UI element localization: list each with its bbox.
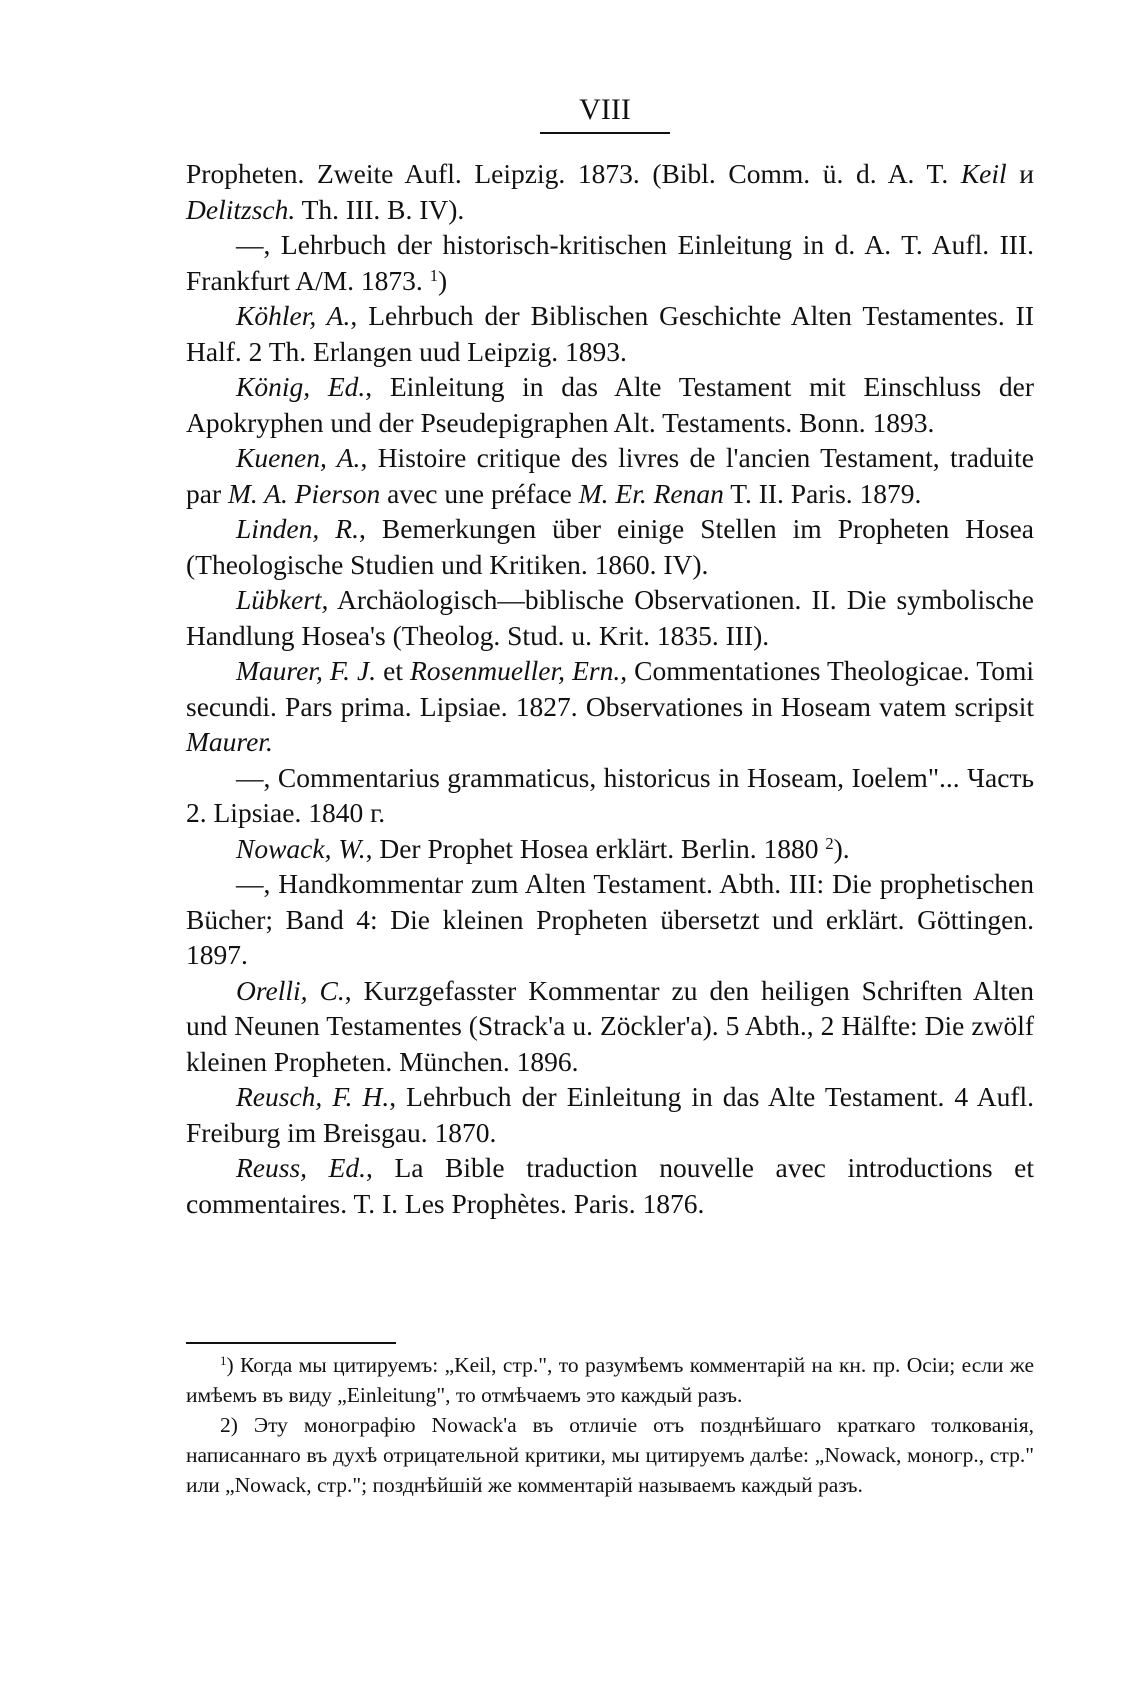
- footnote: 2) Эту монографію Nowack'a въ отличіе отъ позднѣйшаго краткаго толкованія, написаннаго въ духѣ отрицательной критики, мы цитируемъ далѣе: „Nowack, моногр., стр." или „Nowack, стр."; позднѣйшій же комментарій называемъ каждый разъ.: [186, 1413, 1034, 1497]
- footnote-rule: [186, 1342, 396, 1344]
- bibliography: [186, 156, 1034, 1221]
- bib-entry: —, Lehrbuch der historisch-kritischen Einleitung in d. A. T. Aufl. III. Frankfurt A/M. 1873. $^1$): [186, 229, 1034, 296]
- bib-entry: König, Ed., Einleitung in das Alte Testament mit Einschluss der Apokryphen und der Pseudepigraphen Alt. Testaments. Bonn. 1893.: [186, 371, 1034, 438]
- bib-entry: Linden, R., Bemerkungen über einige Stellen im Propheten Hosea (Theologische Studien und Kritiken. 1860. IV).: [186, 513, 1034, 580]
- footnotes: [186, 1350, 1034, 1500]
- bib-entry: Reuss, Ed., La Bible traduction nouvelle avec introductions et commentaires. T. I. Les Prophètes. Paris. 1876.: [186, 1152, 1034, 1219]
- bib-entry: Propheten. Zweite Aufl. Leipzig. 1873. (Bibl. Comm. ü. d. A. T. Keil и Delitzsch. Th. III. B. IV).: [186, 158, 1034, 225]
- page-number: VIII: [579, 93, 631, 126]
- header-rule: [540, 132, 670, 134]
- bib-entry: —, Handkommentar zum Alten Testament. Abth. III: Die prophetischen Bücher; Band 4: Die kleinen Propheten übersetzt und erklärt. Göttingen. 1897.: [186, 868, 1034, 970]
- bib-entry: Lübkert, Archäologisch—biblische Observationen. II. Die symbolische Handlung Hosea's (Theolog. Stud. u. Krit. 1835. III).: [186, 584, 1034, 651]
- bib-entry: Köhler, A., Lehrbuch der Biblischen Geschichte Alten Testamentes. II Half. 2 Th. Erlangen uud Leipzig. 1893.: [186, 300, 1034, 367]
- bib-entry: Kuenen, A., Histoire critique des livres de l'ancien Testament, traduite par M. A. Pierson avec une préface M. Er. Renan T. II. Paris. 1879.: [186, 442, 1034, 509]
- bib-entry: Reusch, F. H., Lehrbuch der Einleitung in das Alte Testament. 4 Aufl. Freiburg im Breisgau. 1870.: [186, 1081, 1034, 1148]
- bib-entry: Orelli, C., Kurzgefasster Kommentar zu den heiligen Schriften Alten und Neunen Testamentes (Strack'a u. Zöckler'a). 5 Abth., 2 Hälfte: Die zwölf kleinen Propheten. München. 1896.: [186, 974, 1034, 1077]
- bib-entry: —, Commentarius grammaticus, historicus in Hoseam, Ioelem"... Часть 2. Lipsiae. 1840 г.: [186, 761, 1034, 828]
- footnote: $^1$) Когда мы цитируемъ: „Keil, стр.", то разумѣемъ комментарій на кн. пр. Осіи; если же имѣемъ въ виду „Einleitung", то отмѣчаемъ это каждый разъ.: [186, 1353, 1034, 1407]
- bib-entry: Maurer, F. J. et Rosenmueller, Ern., Commentationes Theologicae. Tomi secundi. Pars prima. Lipsiae. 1827. Observationes in Hoseam vatem scripsit Maurer.: [186, 655, 1034, 757]
- bib-entry: Nowack, W., Der Prophet Hosea erklärt. Berlin. 1880 $^2$).: [236, 832, 850, 864]
